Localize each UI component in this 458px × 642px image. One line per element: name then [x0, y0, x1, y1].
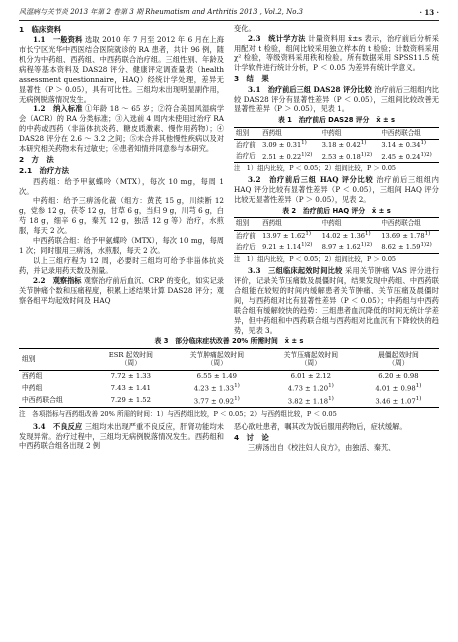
table-row — [234, 242, 439, 254]
column-header: 组别 — [19, 348, 92, 370]
table-cell: $8.97 \pm 1.62^{1)2)}$ — [320, 242, 380, 254]
column-header: 中药组 — [320, 218, 380, 230]
column-header: 中西药联合组 — [379, 127, 439, 139]
table-cell: $13.69 \pm 1.78^{1)}$ — [381, 231, 431, 241]
subsection-heading: 2.2 观察指标 — [33, 275, 82, 285]
column-header: 晨僵起效时间 （周） — [358, 348, 439, 370]
right-column — [234, 24, 439, 336]
table-cell: 7.72 ± 1.33 — [110, 371, 151, 380]
table-cell: 7.43 ± 1.41 — [110, 383, 151, 392]
table-header-row — [234, 218, 439, 230]
haq-table — [234, 217, 439, 254]
table-cell: $8.62 \pm 1.59^{1)2)}$ — [379, 242, 439, 254]
page-number: · 13 · — [419, 8, 439, 17]
section-heading: 2 方 法 — [19, 155, 54, 165]
paragraph — [19, 35, 224, 105]
paragraph-text: 计量资料用 x̄±s 表示，治疗前后分析采用配对 t 检验，组间比较采用独立样本的 t 检验；计数资料采用 χ² 检验，等级资料采用秩和检验。所有数据采用 SPSS11.5 统计学软件进行统计分析，P ＜ 0.05 为差异有统计学意义。 — [234, 33, 439, 73]
column-header: 组别 — [234, 127, 260, 139]
paragraph-text: 选取 2010 年 7 月至 2012 年 6 月在上海市长宁区光华中西医结合医院就诊的 RA 患者，共计 96 例，随机分为中药组、西药组、中西药联合治疗组。三组性别、年龄及病程等基本资料及 DAS28 评分、健康评定调查量表（health assessment questionnaire，HAQ）经统计学处理，差异无显著性（P ＞ 0.05），具有可比性。三组均未出现明显副作用，无病例脱落情况发生。 — [19, 34, 224, 104]
table-cell: 6.55 ± 1.49 — [196, 371, 237, 380]
table-row — [234, 151, 439, 163]
table-row — [19, 382, 439, 395]
paragraph-text: 观察治疗前后血沉、CRP 的变化，如实记录关节肿痛个数和压痛程度，积累上述结果计算 DAS28 评分；观察各组平均起效时间及 HAQ — [19, 275, 224, 305]
paragraph-text: 治疗前后三组组内比较 DAS28 评分有显著性差异（P ＜ 0.05），三组间比较改善无显著性差异（P ＞ 0.05），见表 1。 — [234, 84, 439, 114]
column-header: 中西药联合组 — [379, 218, 439, 230]
table-cell: $3.09 \pm 0.31^{1)}$ — [262, 140, 307, 150]
right-column-bottom — [234, 422, 439, 453]
paragraph: 变化。 — [234, 23, 256, 33]
table-cell: $2.51 \pm 0.22^{1)2)}$ — [260, 151, 320, 163]
paragraph: 中西药联合组：给予甲氨蝶呤（MTX），每次 10 mg，每周 1 次；同时服用三痹汤，水煎服，每天 2 次。 — [19, 236, 224, 256]
table-cell: 治疗后 — [234, 151, 260, 163]
column-header: 西药组 — [260, 127, 320, 139]
column-header: ESR 起效时间 （周） — [92, 348, 170, 370]
table-cell: $3.82 \pm 1.18^{1)}$ — [264, 395, 358, 408]
two-column-body — [19, 24, 439, 336]
table-cell: $4.01 \pm 0.98^{1)}$ — [375, 383, 422, 393]
column-header: 中药组 — [320, 127, 380, 139]
table-cell: 6.01 ± 2.12 — [290, 371, 331, 380]
section-heading: 3 结 果 — [234, 74, 269, 84]
paragraph: 中药组：给予三痹汤化裁（组方：黄芪 15 g，川续断 12 g，党参 12 g，茯苓 12 g，甘草 6 g，当归 9 g，川芎 6 g，白芍 18 g，细辛 6 g，秦艽 12 g，独活 12 g 等）治疗，水煎服，每天 2 次。 — [19, 196, 224, 236]
subsection-heading: 2.1 治疗方法 — [19, 166, 70, 176]
table-cell: 7.29 ± 1.52 — [92, 395, 170, 408]
table-cell: 中药组 — [22, 383, 43, 392]
table-cell: $4.73 \pm 1.20^{1)}$ — [287, 383, 334, 393]
paragraph — [234, 266, 439, 336]
table-note: 注 1）组内比较，P ＜ 0.05；2）组间比较，P ＞ 0.05 — [234, 164, 396, 173]
table-header-row — [19, 348, 439, 370]
left-column — [19, 24, 224, 336]
table-cell: $14.02 \pm 1.36^{1)}$ — [321, 231, 371, 241]
paragraph: 以上三组疗程为 12 周，必要时三组均可给予非甾体抗炎药，并记录用药天数及剂量。 — [19, 256, 224, 275]
journal-title: 风湿病与关节炎 2013 年第 2 卷第 3 期 Rheumatism and Arthritis 2013 , Vol.2, No.3 — [19, 8, 303, 16]
paragraph-text: 采用关节肿痛 VAS 评分进行评价，记录关节压痛数及晨僵时间，结果发现中药组、中西药联合组能在较短的时间内缓解患者关节肿痛、关节压痛及晨僵时间，与西药组对比有显著性差异（P ＜ 0.05）；中药组与中西药联合组有缓解较快的趋势：三组患者血沉降低的时间无统计学差异，但中药组和中西药联合组与西药组对比血沉有下降较快的趋势，见表 3。 — [234, 265, 439, 335]
onset-time-table — [19, 348, 439, 409]
subsection-heading: 3.3 三组临床起效时间比较 — [248, 265, 343, 275]
paragraph-text: 治疗前后三组组内 HAQ 评分比较有显著性差异（P ＜ 0.05），三组间 HAQ 评分比较无显著性差异（P ＞ 0.05），见表 2。 — [234, 175, 439, 205]
table-cell: $3.77 \pm 0.92^{1)}$ — [170, 395, 264, 408]
table-cell: $3.46 \pm 1.07^{1)}$ — [358, 395, 439, 408]
paragraph-text: 三组均未出现严重不良反应，肝肾功能均未发现异常。治疗过程中，三组均无病例脱落情况发生。西药组和中西药联合组各出现 2 例 — [19, 421, 224, 451]
table-cell: $4.23 \pm 1.33^{1)}$ — [193, 383, 240, 393]
paragraph — [234, 85, 439, 115]
table-cell: 中西药联合组 — [19, 395, 92, 408]
subsection-heading: 3.4 不良反应 — [33, 421, 83, 431]
column-header: 西药组 — [260, 218, 320, 230]
table3-block — [19, 337, 439, 419]
table-cell: 治疗前 — [236, 140, 256, 149]
table-note: 注 各项指标与西药组改善 20% 所需的时间：1）与西药组比较，P ＜ 0.05；2）与西药组比较，P ＜ 0.05 — [19, 410, 337, 419]
paragraph — [234, 34, 439, 74]
table-cell: $2.53 \pm 0.18^{1)2)}$ — [320, 151, 380, 163]
column-header: 关节肿痛起效时间 （周） — [170, 348, 264, 370]
table-caption: 表 3 部分临床症状改善 20% 所需时间 x̄ ± s — [154, 337, 304, 346]
table-cell: $3.18 \pm 0.42^{1)}$ — [321, 140, 367, 150]
table-cell: $9.21 \pm 1.14^{1)2)}$ — [260, 242, 320, 254]
table-cell: 6.20 ± 0.98 — [378, 371, 419, 380]
das28-table — [234, 127, 439, 164]
two-column-bottom — [19, 422, 439, 453]
paragraph — [19, 104, 224, 154]
table-note: 注 1）组内比较，P ＜ 0.05；2）组间比较，P ＞ 0.05 — [234, 255, 396, 264]
paragraph-text: ①年龄 18 ～ 65 岁；②符合美国风湿病学会（ACR）的 RA 分类标准；③入选前 4 周内未使用过治疗 RA 的中药或西药（非甾体抗炎药、糖皮质激素、慢作用药物）；④ DAS28 评分在 2.6 ～ 3.2 之间；⑤未合并其他慢性疾病以及对本研究相关药物未有过敏史；⑥患者知情并同意参与本研究。 — [19, 104, 224, 154]
paragraph — [234, 175, 439, 205]
table-cell: 治疗后 — [234, 242, 260, 254]
column-header: 关节压痛起效时间 （周） — [264, 348, 358, 370]
running-header — [19, 8, 439, 21]
subsection-heading: 1.2 纳入标准 — [33, 104, 83, 114]
table-caption: 表 2 治疗前后 HAQ 评分 x̄ ± s — [282, 207, 391, 216]
column-header: 组别 — [234, 218, 260, 230]
section-heading: 4 讨 论 — [234, 432, 269, 442]
paragraph: 西药组：给予甲氨蝶呤（MTX），每次 10 mg，每周 1 次。 — [19, 176, 224, 196]
subsection-heading: 3.2 治疗前后三组 HAQ 评分比较 — [248, 175, 374, 185]
left-column-bottom — [19, 422, 224, 453]
table-cell: $2.45 \pm 0.24^{1)2)}$ — [379, 151, 439, 163]
subsection-heading: 3.1 治疗前后三组 DAS28 评分比较 — [248, 84, 372, 94]
paragraph — [19, 276, 224, 306]
paragraph — [19, 422, 224, 452]
table-header-row — [234, 127, 439, 139]
table-row — [234, 230, 439, 242]
paragraph: 三痹汤出自《校注妇人良方》，由独活、秦艽、 — [248, 442, 396, 452]
table-row — [234, 139, 439, 151]
subsection-heading: 2.3 统计学方法 — [248, 33, 306, 43]
table-row — [19, 370, 439, 382]
table-caption: 表 1 治疗前后 DAS28 评分 x̄ ± s — [277, 116, 396, 125]
table-cell: $13.97 \pm 1.62^{1)}$ — [262, 231, 311, 241]
table-row — [19, 395, 439, 408]
table-cell: 西药组 — [22, 371, 43, 380]
subsection-heading: 1.1 一般资料 — [33, 34, 83, 44]
table-cell: 治疗前 — [236, 231, 256, 240]
table-cell: $3.14 \pm 0.34^{1)}$ — [381, 140, 427, 150]
section-heading: 1 临床资料 — [19, 24, 62, 34]
paragraph: 恶心欲吐患者，嘱其改为饭后服用药物后，症状缓解。 — [234, 421, 407, 431]
